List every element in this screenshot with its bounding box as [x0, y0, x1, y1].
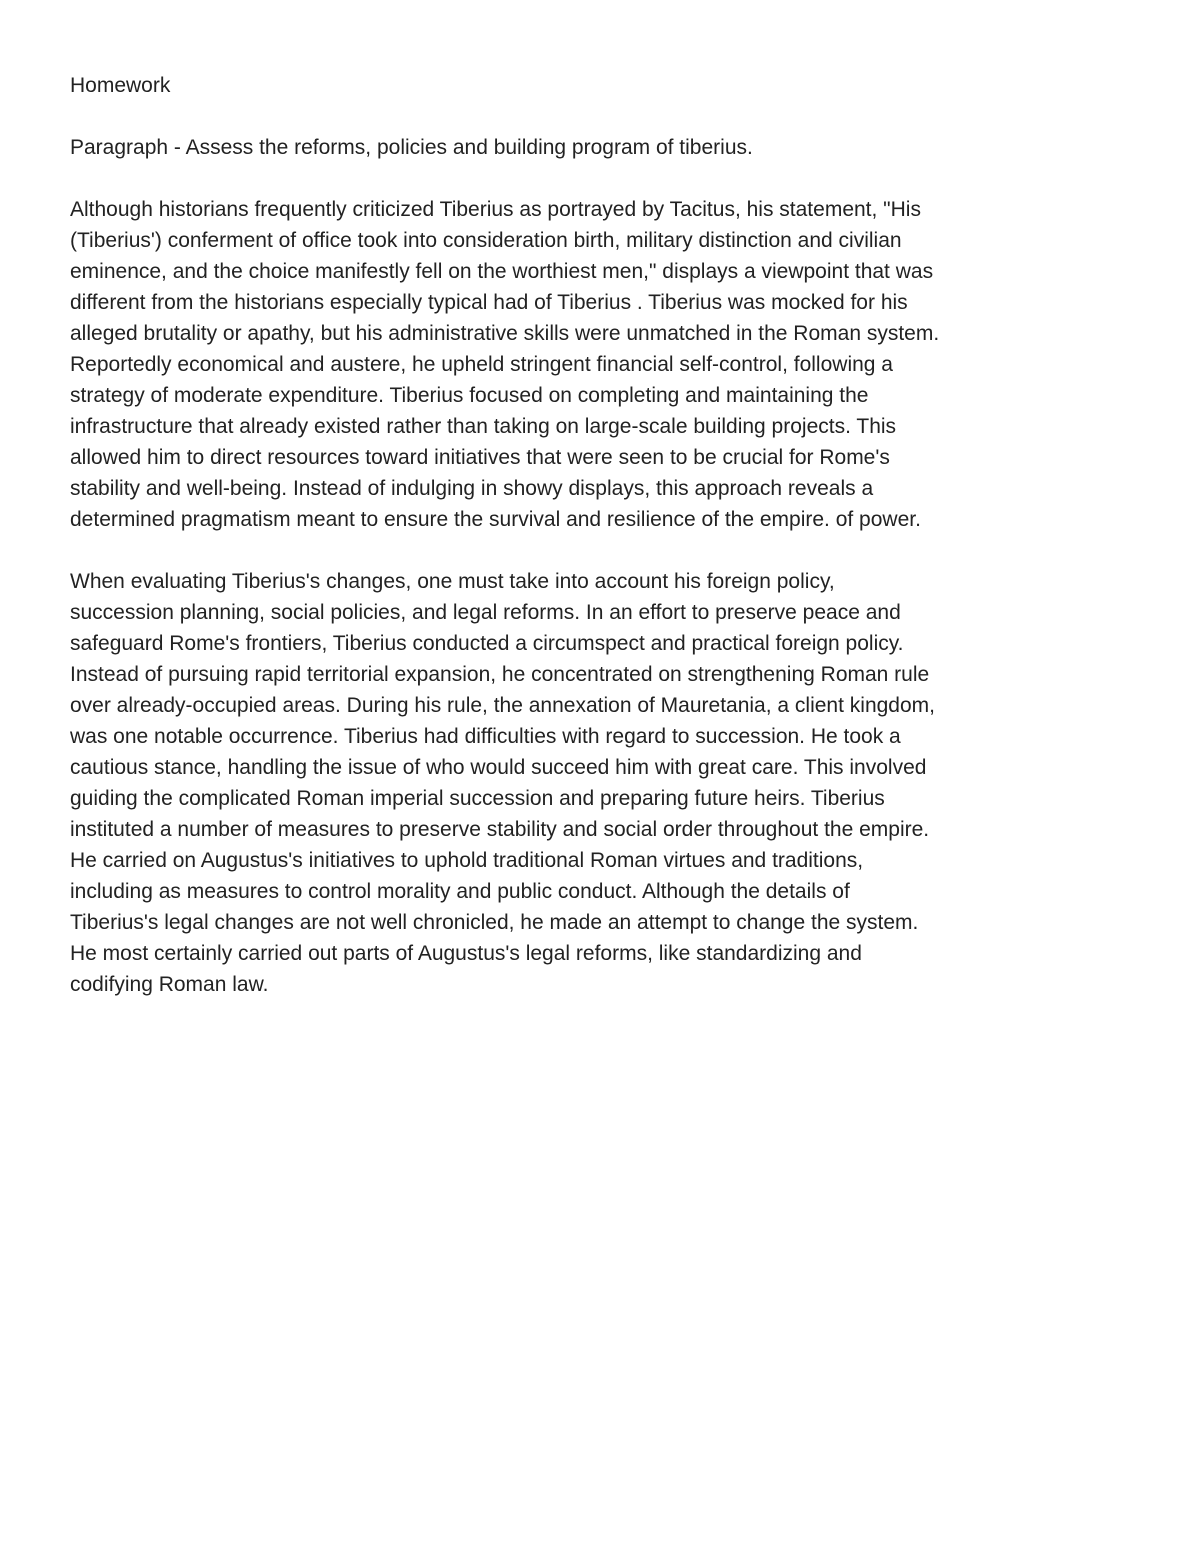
text-line: (Tiberius') conferment of office took into consideration birth, military distinction and civilian	[70, 229, 902, 252]
text-line: stability and well-being. Instead of indulging in showy displays, this approach reveals a	[70, 477, 874, 500]
text-line: different from the historians especially typical had of Tiberius . Tiberius was mocked for his	[70, 291, 908, 314]
text-line: succession planning, social policies, and legal reforms. In an effort to preserve peace and	[70, 601, 901, 624]
paragraph-1	[70, 194, 1130, 535]
text-line: was one notable occurrence. Tiberius had difficulties with regard to succession. He took a	[70, 725, 901, 748]
text-line: safeguard Rome's frontiers, Tiberius conducted a circumspect and practical foreign policy.	[70, 632, 904, 655]
text-line: Tiberius's legal changes are not well chronicled, he made an attempt to change the system.	[70, 911, 919, 934]
text-line: including as measures to control morality and public conduct. Although the details of	[70, 880, 850, 903]
text-line: cautious stance, handling the issue of who would succeed him with great care. This involved	[70, 756, 927, 779]
text-line: When evaluating Tiberius's changes, one must take into account his foreign policy,	[70, 570, 835, 593]
text-line: guiding the complicated Roman imperial succession and preparing future heirs. Tiberius	[70, 787, 885, 810]
paragraph-2	[70, 566, 1130, 1000]
text-line: Instead of pursuing rapid territorial expansion, he concentrated on strengthening Roman rule	[70, 663, 930, 686]
text-line: alleged brutality or apathy, but his administrative skills were unmatched in the Roman system.	[70, 322, 940, 345]
text-line: instituted a number of measures to preserve stability and social order throughout the empire.	[70, 818, 930, 841]
text-line: He most certainly carried out parts of Augustus's legal reforms, like standardizing and	[70, 942, 862, 965]
text-line: Although historians frequently criticized Tiberius as portrayed by Tacitus, his statement, "His	[70, 198, 921, 221]
document-body	[70, 70, 1130, 1031]
text-line: Reportedly economical and austere, he upheld stringent financial self-control, following a	[70, 353, 893, 376]
document-heading: Homework	[70, 74, 171, 97]
text-line: infrastructure that already existed rather than taking on large-scale building projects. This	[70, 415, 897, 438]
text-line: He carried on Augustus's initiatives to uphold traditional Roman virtues and traditions,	[70, 849, 864, 872]
text-line: over already-occupied areas. During his rule, the annexation of Mauretania, a client kingdom,	[70, 694, 935, 717]
text-line: determined pragmatism meant to ensure the survival and resilience of the empire. of power.	[70, 508, 921, 531]
assignment-prompt: Paragraph - Assess the reforms, policies and building program of tiberius.	[70, 136, 753, 159]
text-line: allowed him to direct resources toward initiatives that were seen to be crucial for Rome's	[70, 446, 890, 469]
text-line: eminence, and the choice manifestly fell on the worthiest men," displays a viewpoint that was	[70, 260, 934, 283]
text-line: codifying Roman law.	[70, 973, 269, 996]
text-line: strategy of moderate expenditure. Tiberius focused on completing and maintaining the	[70, 384, 869, 407]
